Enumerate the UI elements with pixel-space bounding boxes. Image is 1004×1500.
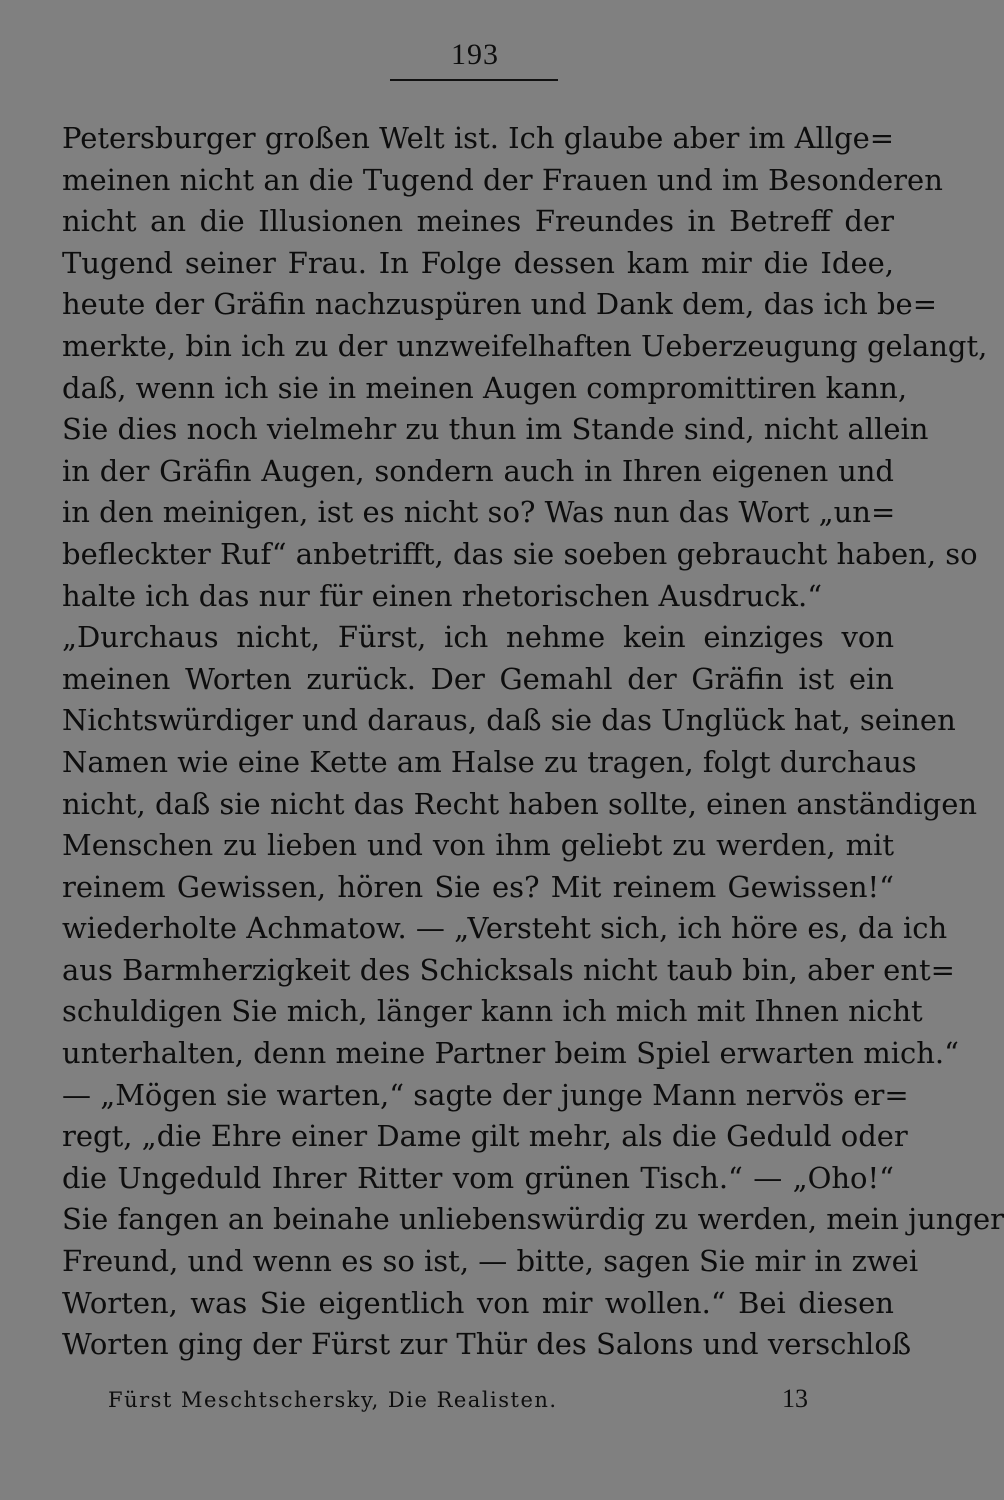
text-line: Sie dies noch vielmehr zu thun im Stande sind, nicht allein xyxy=(62,412,929,447)
text-line: nicht, daß sie nicht das Recht haben sollte, einen anständigen xyxy=(62,786,978,821)
text-line: Worten, was Sie eigentlich von mir wollen.“ Bei diesen xyxy=(62,1285,894,1320)
text-line: aus Barmherzigkeit des Schicksals nicht taub bin, aber ent= xyxy=(62,952,955,987)
text-line: „Durchaus nicht, Fürst, ich nehme kein einziges von xyxy=(62,620,894,655)
text-line: heute der Gräfin nachzuspüren und Dank dem, das ich be= xyxy=(62,287,937,322)
text-line: in den meinigen, ist es nicht so? Was nun das Wort „un= xyxy=(62,495,896,530)
text-line: Worten ging der Fürst zur Thür des Salons und verschloß xyxy=(62,1327,912,1362)
footer-sheet-number: 13 xyxy=(782,1384,808,1413)
text-line: nicht an die Illusionen meines Freundes in Betreff der xyxy=(62,204,894,239)
text-line: Menschen zu lieben und von ihm geliebt zu werden, mit xyxy=(62,828,894,863)
text-line: Petersburger großen Welt ist. Ich glaube aber im Allge= xyxy=(62,121,895,155)
text-line: Namen wie eine Kette am Halse zu tragen, folgt durchaus xyxy=(62,744,917,779)
text-line: regt, „die Ehre einer Dame gilt mehr, als die Geduld oder xyxy=(62,1119,908,1154)
text-line: merkte, bin ich zu der unzweifelhaften Ueberzeugung gelangt, xyxy=(62,328,988,363)
page-number: 193 xyxy=(451,38,499,71)
text-line: Tugend seiner Frau. In Folge dessen kam mir die Idee, xyxy=(62,245,894,280)
footer-signature: Fürst Meschtschersky, Die Realisten. xyxy=(108,1388,558,1412)
text-line: schuldigen Sie mich, länger kann ich mich mit Ihnen nicht xyxy=(62,994,923,1029)
text-line: die Ungeduld Ihrer Ritter vom grünen Tisch.“ — „Oho!“ xyxy=(62,1160,894,1195)
text-line: wiederholte Achmatow. — „Versteht sich, ich höre es, da ich xyxy=(62,911,948,946)
text-line: meinen Worten zurück. Der Gemahl der Gräfin ist ein xyxy=(62,661,894,696)
text-line: Nichtswürdiger und daraus, daß sie das Unglück hat, seinen xyxy=(62,703,956,738)
text-line: befleckter Ruf“ anbetrifft, das sie soeben gebraucht haben, so xyxy=(62,536,978,571)
text-line: daß, wenn ich sie in meinen Augen compromittiren kann, xyxy=(62,370,908,405)
text-line: Sie fangen an beinahe unliebenswürdig zu werden, mein junger xyxy=(62,1202,1004,1237)
text-line: reinem Gewissen, hören Sie es? Mit reinem Gewissen!“ xyxy=(62,869,894,904)
text-line: — „Mögen sie warten,“ sagte der junge Mann nervös er= xyxy=(62,1077,909,1112)
text-line: halte ich das nur für einen rhetorischen Ausdruck.“ xyxy=(62,578,823,613)
text-line: meinen nicht an die Tugend der Frauen und im Besonderen xyxy=(62,162,943,197)
header-rule xyxy=(390,79,558,81)
text-line: Freund, und wenn es so ist, — bitte, sagen Sie mir in zwei xyxy=(62,1244,919,1279)
text-line: unterhalten, denn meine Partner beim Spiel erwarten mich.“ xyxy=(62,1036,959,1071)
text-line: in der Gräfin Augen, sondern auch in Ihren eigenen und xyxy=(62,453,894,488)
body-text xyxy=(62,118,1004,1366)
